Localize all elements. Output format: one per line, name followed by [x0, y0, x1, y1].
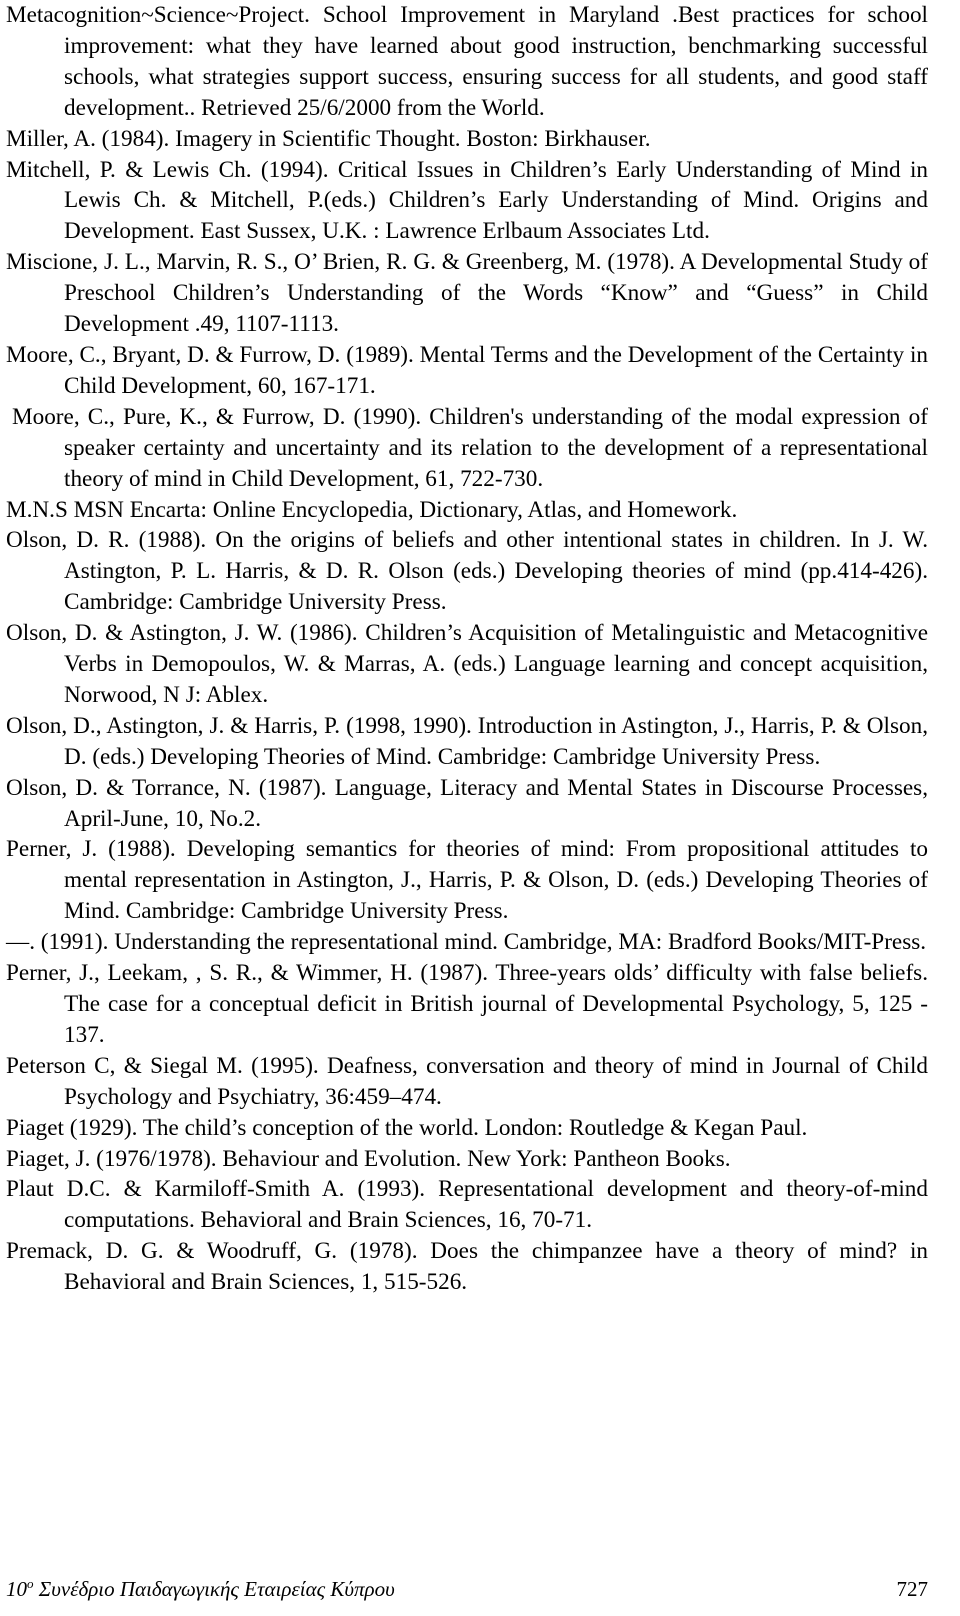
- reference-entry: Plaut D.C. & Karmiloff-Smith A. (1993). Representational development and theory-of-mind computations. Behavioral and Brain Sciences, 16, 70-71.: [6, 1176, 928, 1234]
- reference-entry: Moore, C., Pure, K., & Furrow, D. (1990). Children's understanding of the modal expression of speaker certainty and uncertainty and its relation to the development of a representational theory of mind in Child Development, 61, 722-730.: [12, 403, 928, 492]
- reference-entry: —. (1991). Understanding the representational mind. Cambridge, MA: Bradford Books/MIT-Press.: [6, 929, 927, 956]
- reference-entry: Miller, A. (1984). Imagery in Scientific Thought. Boston: Birkhauser.: [6, 125, 651, 152]
- reference-entry: Premack, D. G. & Woodruff, G. (1978). Does the chimpanzee have a theory of mind? in Behavioral and Brain Sciences, 1, 515-526.: [6, 1238, 928, 1296]
- conference-name: Συνέδριο Παιδαγωγικής Εταιρείας Κύπρου: [38, 1577, 395, 1601]
- reference-entry: Perner, J. (1988). Developing semantics for theories of mind: From propositional attitudes to mental representation in Astington, J., Harris, P. & Olson, D. (eds.) Developing Theories of Mind. Cambridge: Cambridge University Press.: [6, 836, 928, 925]
- reference-entry: Piaget, J. (1976/1978). Behaviour and Evolution. New York: Pantheon Books.: [6, 1145, 731, 1172]
- reference-entry: Olson, D., Astington, J. & Harris, P. (1998, 1990). Introduction in Astington, J., Harris, P. & Olson, D. (eds.) Developing Theories of Mind. Cambridge: Cambridge University Press.: [6, 712, 928, 770]
- reference-entry: Piaget (1929). The child’s conception of the world. London: Routledge & Kegan Paul.: [6, 1114, 808, 1141]
- reference-entry: Peterson C, & Siegal M. (1995). Deafness, conversation and theory of mind in Journal of Child Psychology and Psychiatry, 36:459–474.: [6, 1052, 928, 1110]
- reference-entry: Moore, C., Bryant, D. & Furrow, D. (1989). Mental Terms and the Development of the Certainty in Child Development, 60, 167-171.: [6, 341, 928, 399]
- page-number: 727: [896, 1577, 928, 1601]
- reference-entry: Olson, D. & Torrance, N. (1987). Language, Literacy and Mental States in Discourse Processes, April-June, 10, No.2.: [6, 774, 928, 832]
- reference-list: [6, 0, 928, 1298]
- reference-entry: M.N.S MSN Encarta: Online Encyclopedia, Dictionary, Atlas, and Homework.: [6, 496, 738, 523]
- conference-number: 10: [6, 1577, 27, 1601]
- reference-entry: Perner, J., Leekam, , S. R., & Wimmer, H. (1987). Three-years olds’ difficulty with false beliefs. The case for a conceptual deficit in British journal of Developmental Psychology, 5, 125 - 137.: [6, 960, 928, 1048]
- reference-entry: Olson, D. R. (1988). On the origins of beliefs and other intentional states in children. In J. W. Astington, P. L. Harris, & D. R. Olson (eds.) Developing theories of mind (pp.414-426). Cambridge: Cambridge University Press.: [6, 527, 928, 616]
- reference-entry: Mitchell, P. & Lewis Ch. (1994). Critical Issues in Children’s Early Understanding of Mind in Lewis Ch. & Mitchell, P.(eds.) Children’s Early Understanding of Mind. Origins and Development. East Sussex, U.K. : Lawrence Erlbaum Associates Ltd.: [6, 156, 928, 245]
- reference-entry: Miscione, J. L., Marvin, R. S., O’ Brien, R. G. & Greenberg, M. (1978). A Developmental Study of Preschool Children’s Understanding of the Words “Know” and “Guess” in Child Development .49, 1107-1113.: [6, 249, 928, 338]
- conference-ordinal-suffix: ο: [27, 1576, 34, 1591]
- page-footer: [6, 1574, 928, 1604]
- reference-entry: Olson, D. & Astington, J. W. (1986). Children’s Acquisition of Metalinguistic and Metacognitive Verbs in Demopoulos, W. & Marras, A. (eds.) Language learning and concept acquisition, Norwood, N J: Ablex.: [6, 620, 928, 708]
- conference-title: [6, 1574, 395, 1604]
- reference-entry: Metacognition~Science~Project. School Improvement in Maryland .Best practices for school improvement: what they have learned about good instruction, benchmarking successful schools, what strategies support success, ensuring success for all students, and good staff development.. Retrieved 25/6/2000 from the World.: [6, 2, 928, 121]
